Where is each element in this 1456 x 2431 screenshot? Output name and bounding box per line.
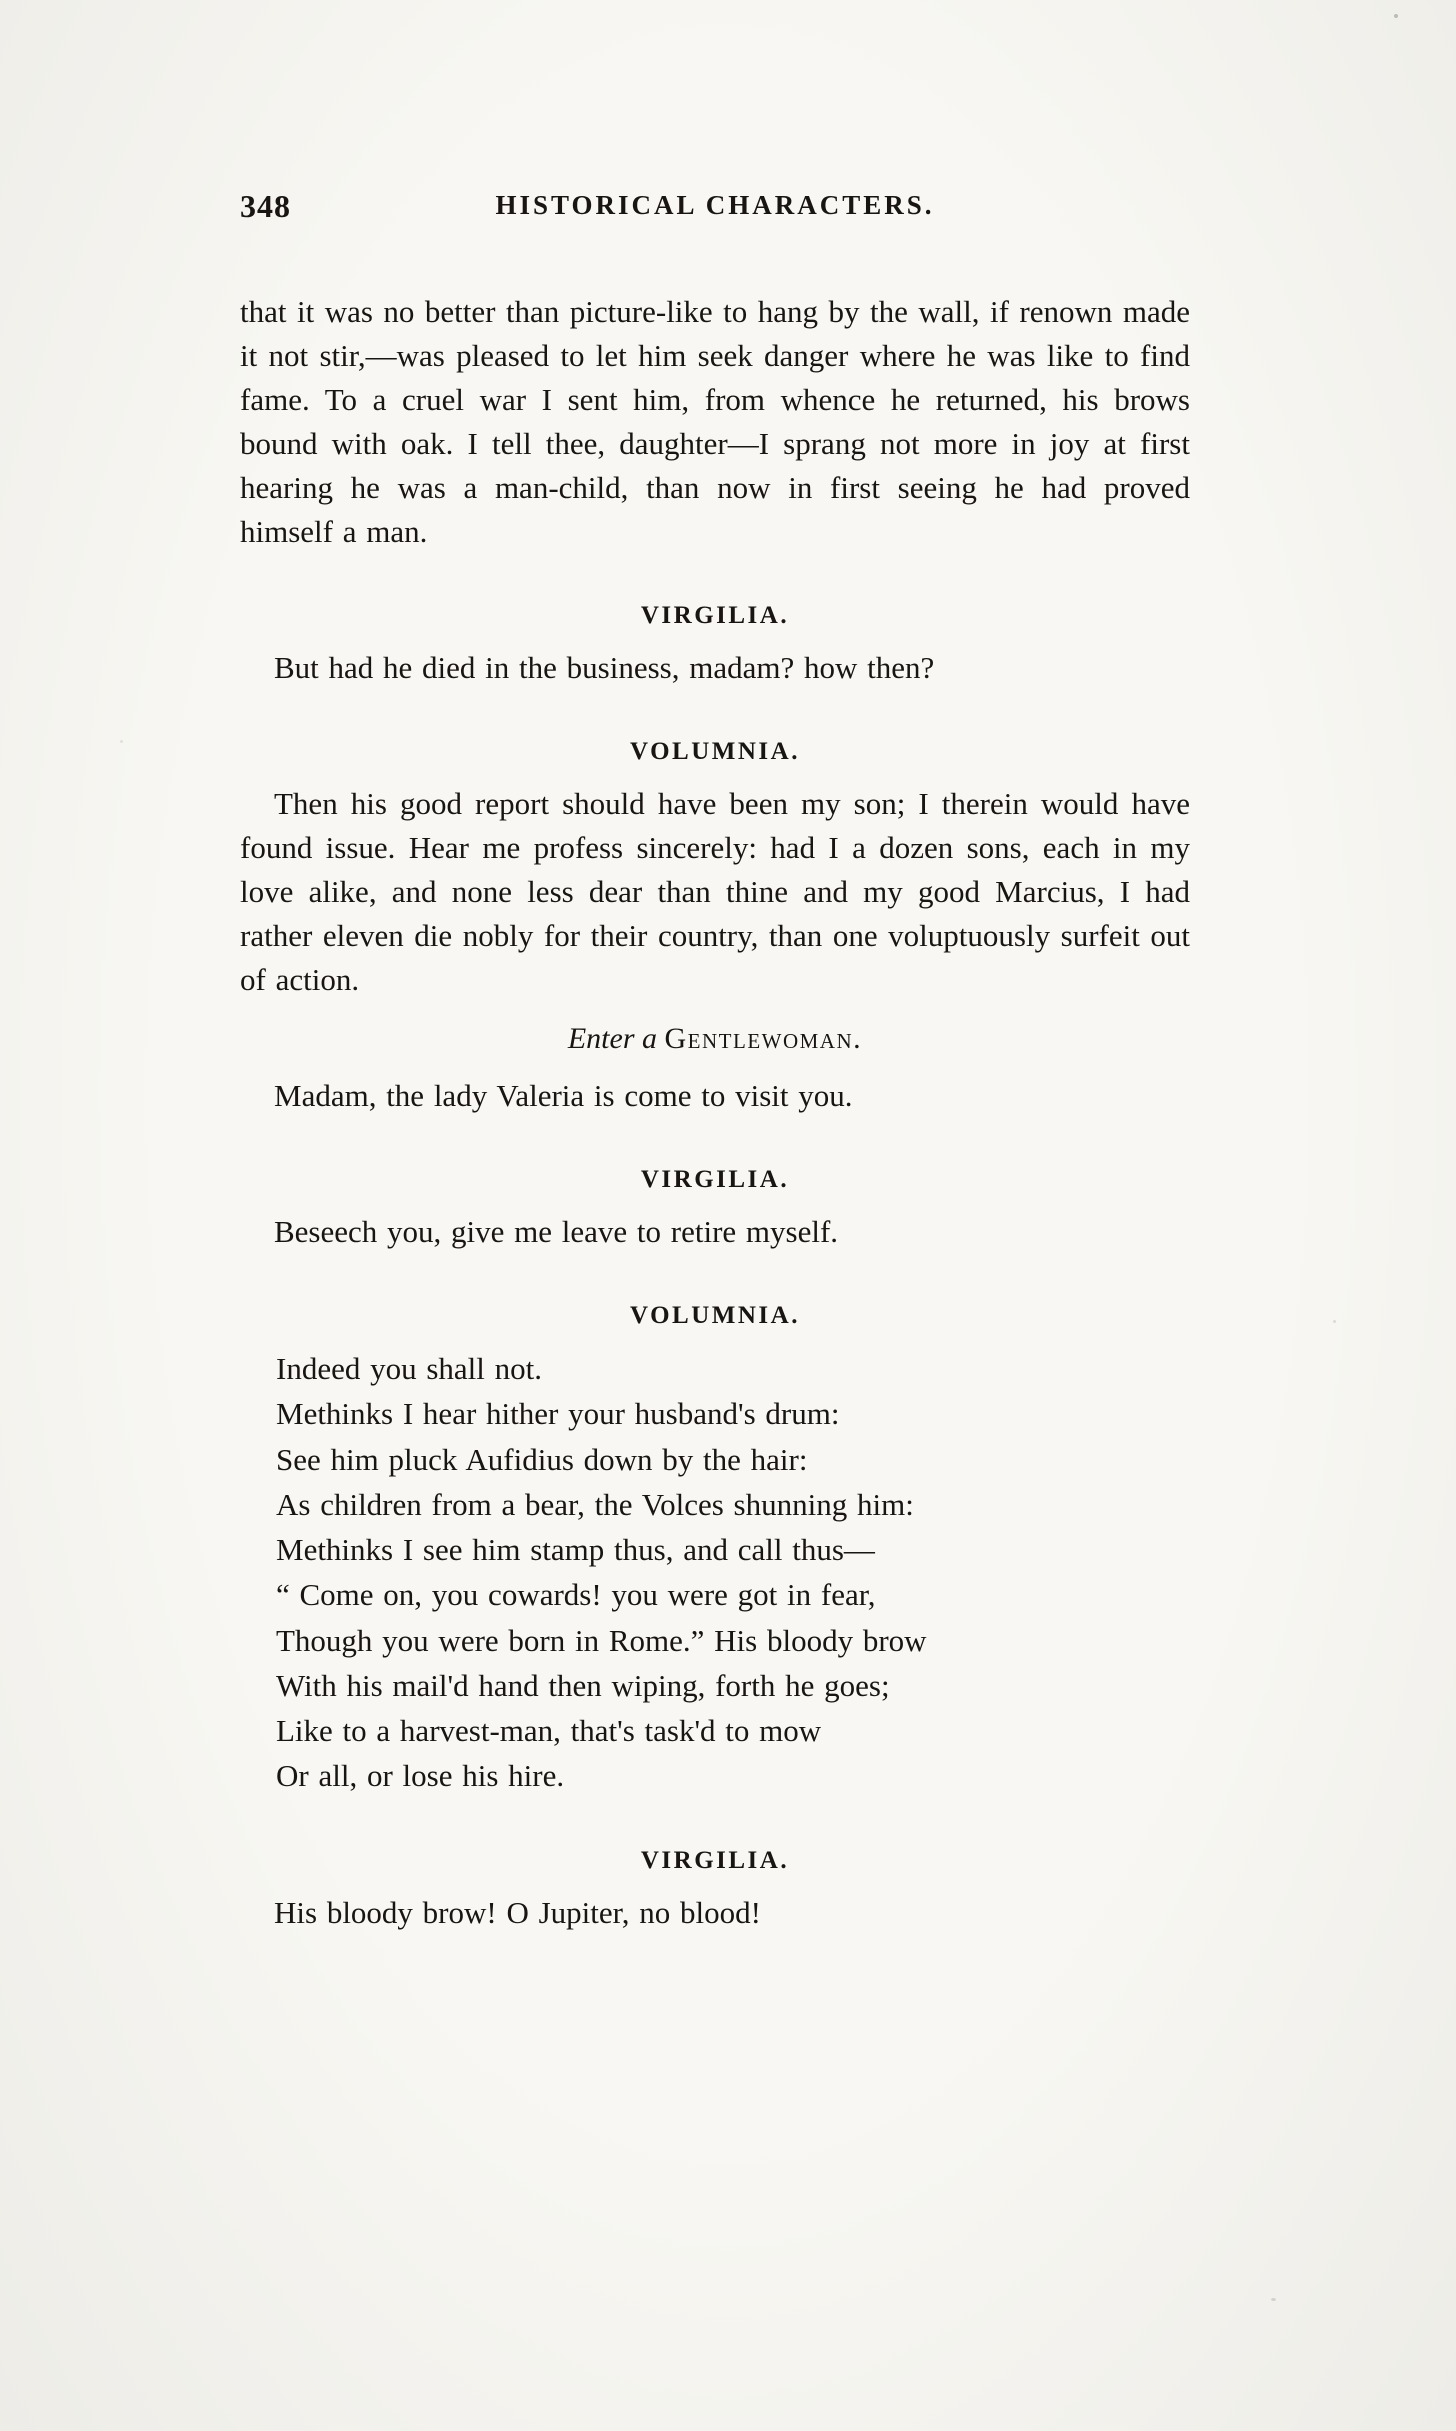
verse-line: Methinks I hear hither your husband's drum: bbox=[276, 1396, 840, 1432]
stage-direction-italic: Enter a bbox=[567, 1022, 657, 1056]
scan-speck bbox=[1394, 14, 1398, 18]
verse-line: “ Come on, you cowards! you were got in fear, bbox=[276, 1577, 876, 1613]
running-head bbox=[240, 186, 1190, 234]
verse-block bbox=[240, 1346, 1190, 1799]
speech-virgilia-3 bbox=[240, 1847, 1190, 1935]
page-number: 348 bbox=[240, 188, 291, 224]
verse-line: Or all, or lose his hire. bbox=[276, 1758, 565, 1794]
speaker-heading: VIRGILIA. bbox=[640, 602, 790, 630]
running-title: HISTORICAL CHARACTERS. bbox=[495, 190, 935, 220]
speaker-heading: VIRGILIA. bbox=[640, 1846, 790, 1874]
stage-direction-name: Gentlewoman. bbox=[664, 1022, 863, 1056]
stage-direction bbox=[240, 1022, 1190, 1056]
scan-speck bbox=[120, 740, 123, 743]
speech-volumnia-1 bbox=[240, 738, 1190, 1002]
speaker-heading: VIRGILIA. bbox=[640, 1166, 790, 1194]
speech-volumnia-2 bbox=[240, 1302, 1190, 1799]
verse-line: Indeed you shall not. bbox=[276, 1351, 543, 1387]
speech-virgilia-1 bbox=[240, 602, 1190, 690]
verse-line: As children from a bear, the Volces shunning him: bbox=[276, 1486, 914, 1522]
verse-line: Methinks I see him stamp thus, and call thus— bbox=[276, 1532, 875, 1568]
page-text bbox=[240, 290, 1190, 1935]
verse-line: With his mail'd hand then wiping, forth he goes; bbox=[276, 1667, 890, 1703]
speech-text: His bloody brow! O Jupiter, no blood! bbox=[274, 1894, 761, 1930]
verse-line: See him pluck Aufidius down by the hair: bbox=[276, 1441, 808, 1477]
gentlewoman-line: Madam, the lady Valeria is come to visit you. bbox=[274, 1078, 853, 1114]
verse-line: Though you were born in Rome.” His bloody brow bbox=[276, 1622, 927, 1658]
verse-line: Like to a harvest-man, that's task'd to mow bbox=[276, 1713, 822, 1749]
speech-text: Beseech you, give me leave to retire myself. bbox=[274, 1214, 839, 1250]
speech-text: Then his good report should have been my son; I therein would have found issue. Hear me profess sincerely: had I a dozen sons, each in my love alike, and none less dear than thine and my good Marcius, I had rather eleven die nobly for their country, than one voluptuously surfeit out of action. bbox=[240, 786, 1190, 998]
paragraph-continued: that it was no better than picture-like to hang by the wall, if renown made it not stir,—was pleased to let him seek danger where he was like to find fame. To a cruel war I sent him, from whence he returned, his brows bound with oak. I tell thee, daughter—I sprang not more in joy at first hearing he was a man-child, than now in first seeing he had proved himself a man. bbox=[240, 294, 1190, 550]
scan-speck bbox=[1333, 1320, 1336, 1323]
speaker-heading: VOLUMNIA. bbox=[630, 738, 800, 766]
speech-text: But had he died in the business, madam? how then? bbox=[274, 650, 935, 686]
speaker-heading: VOLUMNIA. bbox=[630, 1302, 800, 1330]
speech-virgilia-2 bbox=[240, 1166, 1190, 1254]
scan-speck bbox=[1271, 2298, 1276, 2301]
